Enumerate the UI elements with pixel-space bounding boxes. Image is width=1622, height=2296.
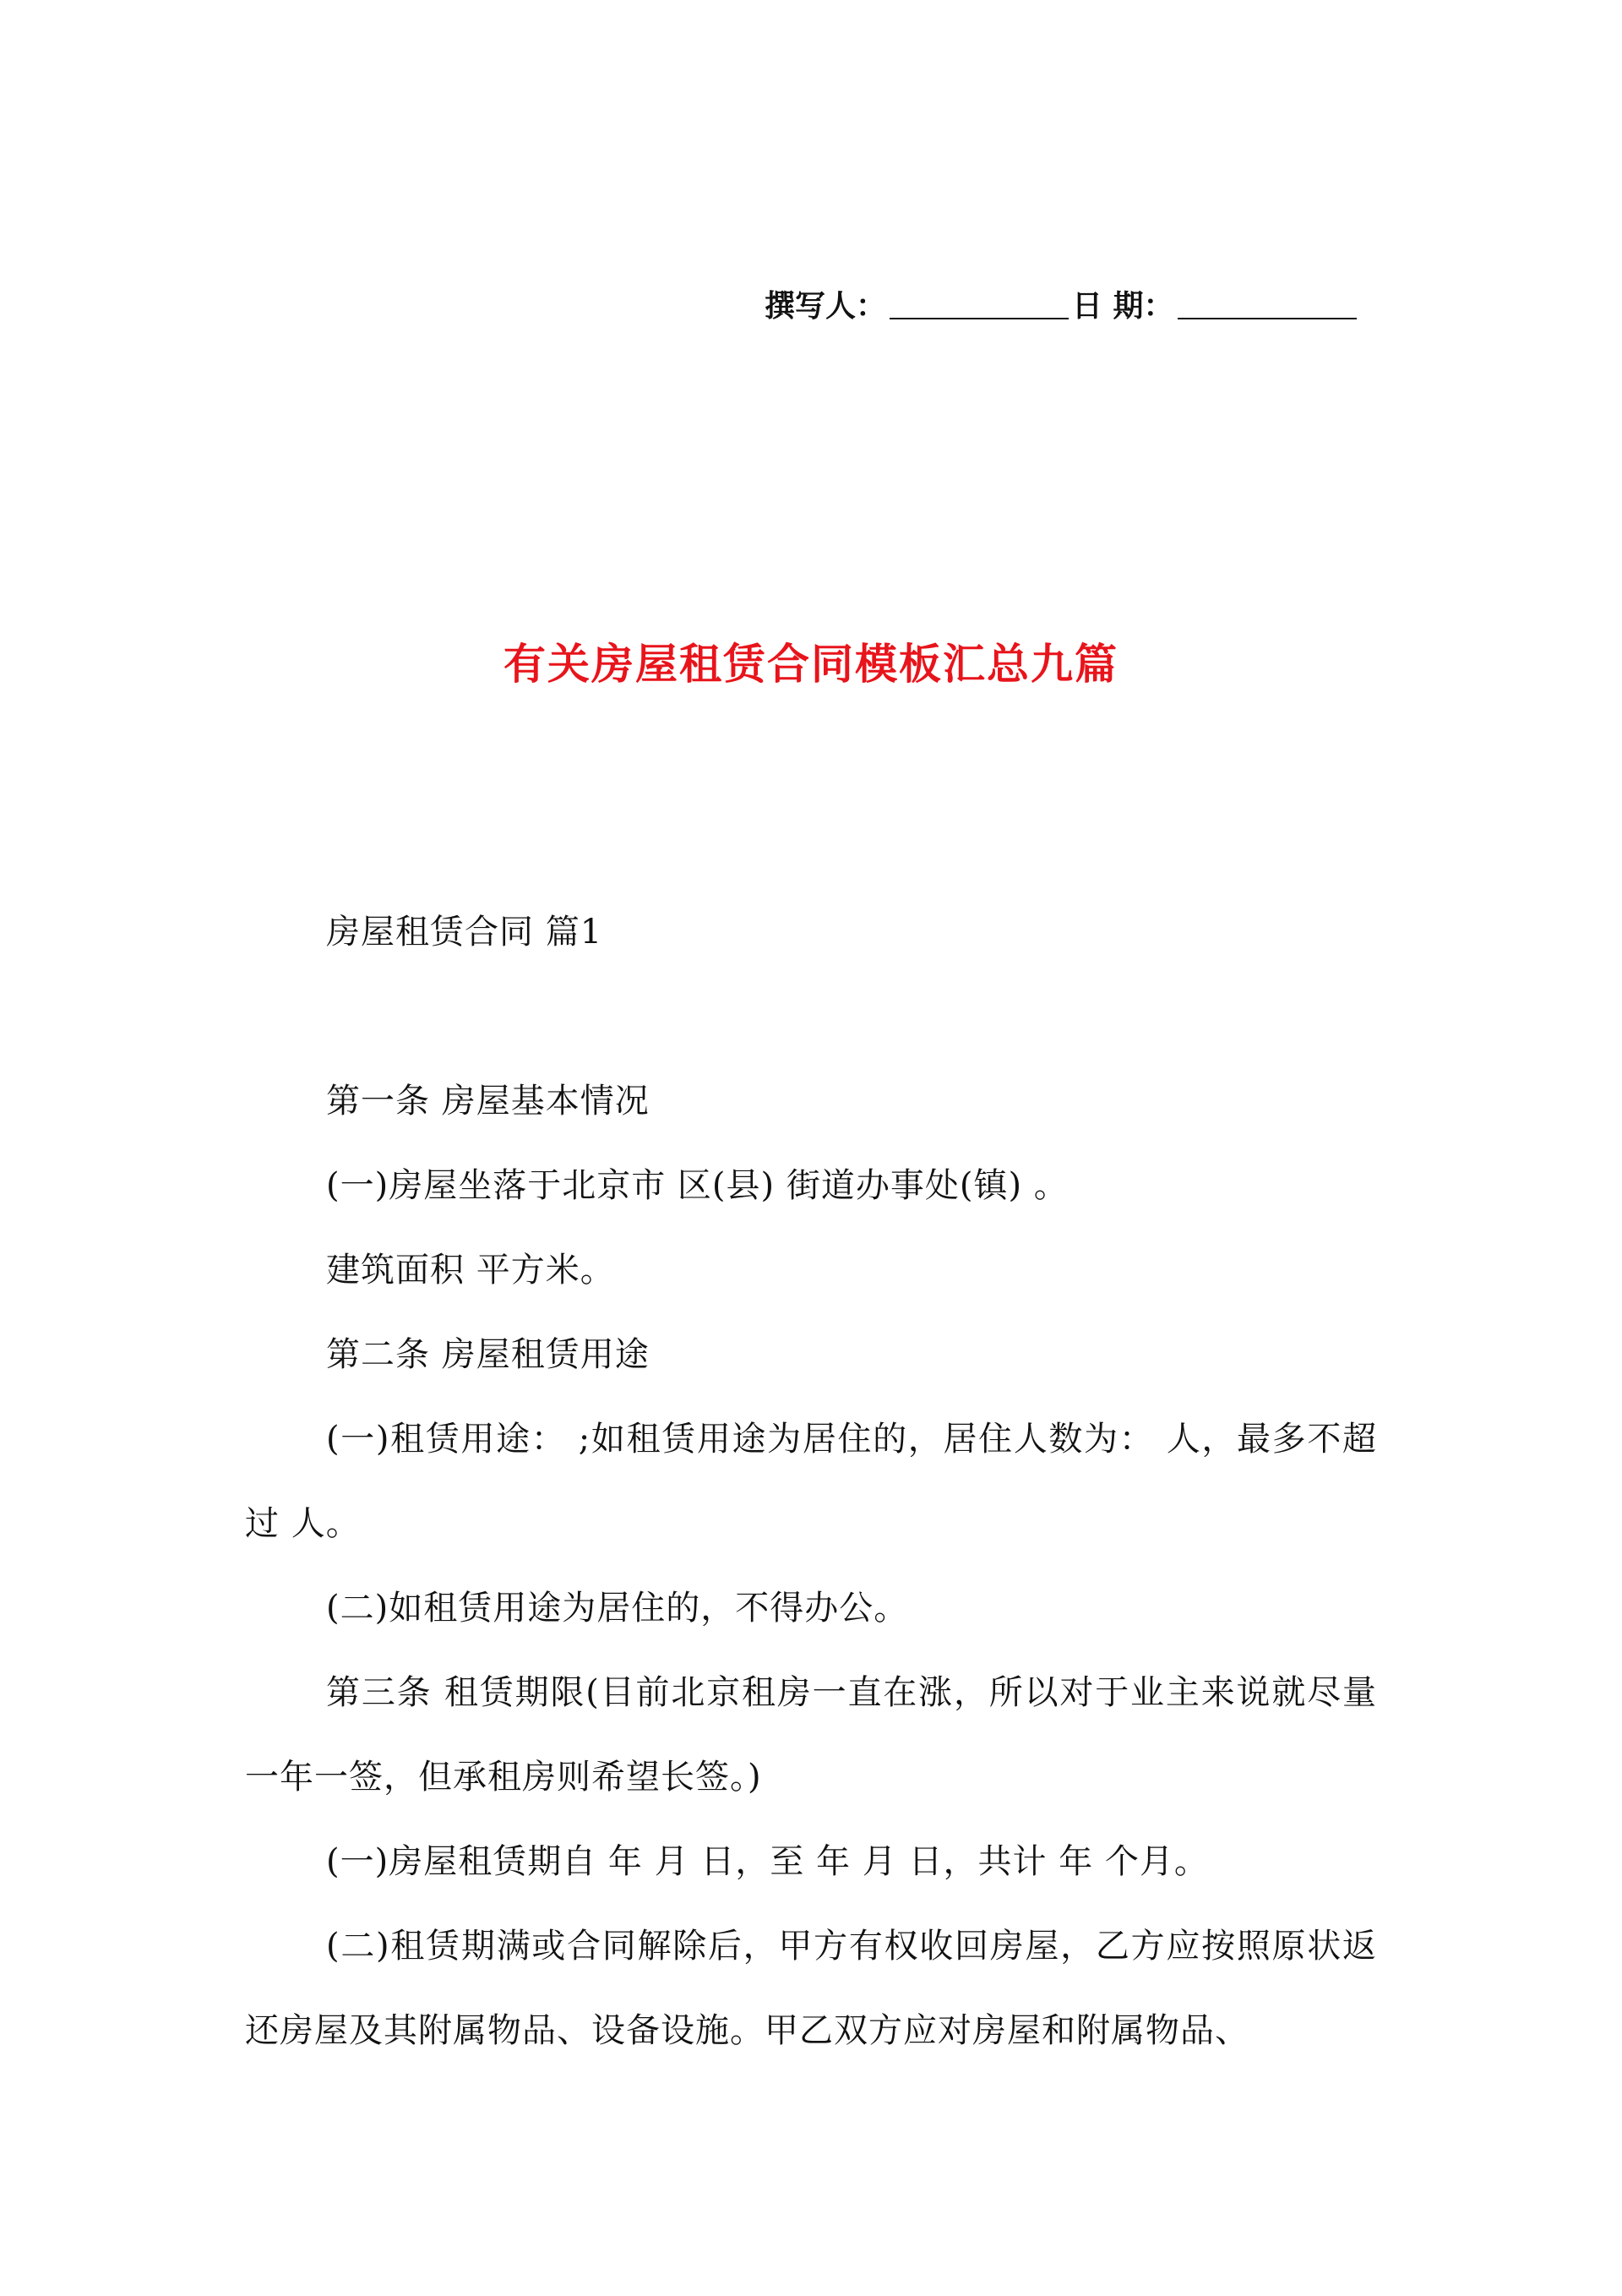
author-label: 撰写人： bbox=[765, 288, 887, 324]
paragraph: (一)房屋租赁期自 年 月 日，至 年 月 日，共计 年 个月。 bbox=[326, 1842, 1209, 1881]
paragraph: (一)房屋坐落于北京市 区(县) 街道办事处(镇) 。 bbox=[326, 1166, 1069, 1205]
paragraph: (二)租赁期满或合同解除后，甲方有权收回房屋，乙方应按照原状返还房屋及其附属物品、设备设施。甲乙双方应对房屋和附属物品、 bbox=[245, 1927, 1377, 2050]
paragraph: 建筑面积 平方米。 bbox=[326, 1251, 615, 1290]
paragraph: 第三条 租赁期限(目前北京租房一直在涨，所以对于业主来说就尽量一年一签，但承租房则希望长签。) bbox=[245, 1673, 1377, 1797]
date-label: 日 期： bbox=[1072, 288, 1174, 324]
section-heading: 房屋租赁合同 篇1 bbox=[326, 913, 603, 952]
author-date-line bbox=[765, 282, 1390, 325]
paragraph: 第一条 房屋基本情况 bbox=[326, 1082, 650, 1121]
author-blank bbox=[890, 317, 1069, 319]
document-title: 有关房屋租赁合同模板汇总九篇 bbox=[503, 639, 1119, 689]
paragraph: 第二条 房屋租赁用途 bbox=[326, 1335, 650, 1374]
paragraph: (二)如租赁用途为居住的，不得办公。 bbox=[326, 1589, 909, 1628]
document-body bbox=[245, 890, 1377, 2073]
date-blank bbox=[1178, 317, 1357, 319]
paragraph: (一)租赁用途： ;如租赁用途为居住的，居住人数为： 人，最多不超过 人。 bbox=[245, 1420, 1377, 1543]
